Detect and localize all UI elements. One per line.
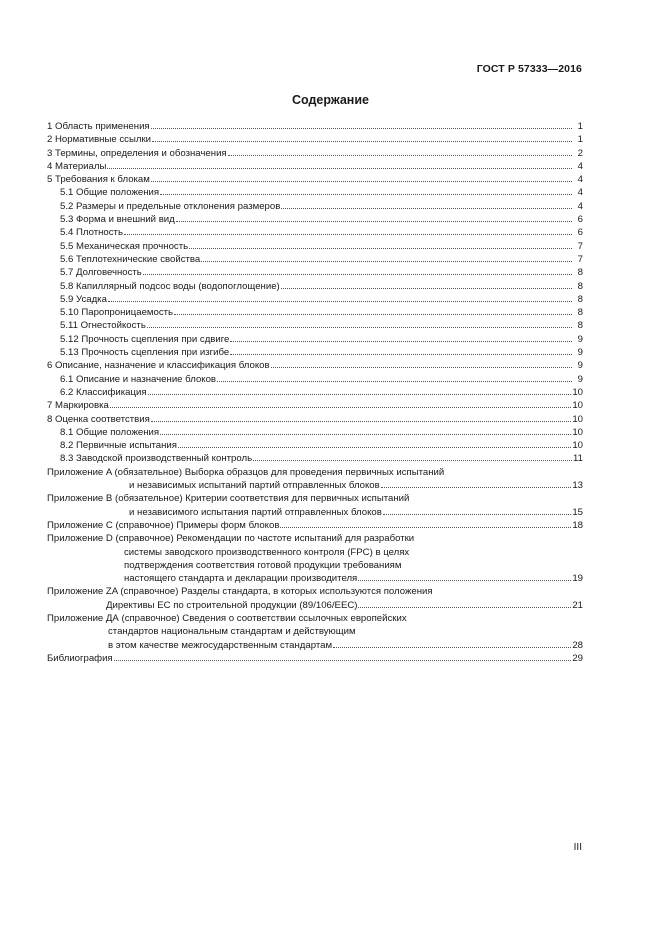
dot-leader [230,333,572,342]
dot-leader [271,359,572,368]
toc-page-number: 10 [572,386,583,398]
toc-entry-title: подтверждения соответствия готовой продукции требованиям [124,559,402,571]
toc-entry-title: 2 Нормативные ссылки [47,134,152,146]
toc-entry-title: 8.1 Общие положения [60,426,160,438]
toc-page-number: 10 [572,400,583,412]
toc-page-number: 9 [577,333,583,345]
toc-entry-title: 3 Термины, определения и обозначения [47,147,227,159]
dot-leader [176,213,572,222]
dot-leader [107,160,572,169]
toc-entry[interactable] [47,173,583,186]
toc-page-number: 10 [572,413,583,425]
toc-page-number: 15 [572,506,583,518]
toc-entry-title: 6 Описание, назначение и классификация блоков [47,360,270,372]
toc-entry-title: 4 Материалы [47,160,107,172]
toc-entry[interactable] [47,373,583,386]
toc-entry[interactable] [47,492,583,505]
toc-entry-title: 5 Требования к блокам [47,174,150,186]
toc-entry-title: Приложение B (обязательное) Критерии соответствия для первичных испытаний [47,493,410,505]
toc-entry-title: 8.2 Первичные испытания [60,440,177,452]
toc-page-number: 4 [577,174,583,186]
toc-entry-title: 8.3 Заводской производственный контроль [60,453,253,465]
toc-entry[interactable] [47,585,583,598]
toc-entry-title: 6.2 Классификация [60,386,147,398]
toc-entry-title: и независимого испытания партий отправленных блоков [129,506,382,518]
toc-entry-title: 5.6 Теплотехнические свойства [60,253,201,265]
toc-entry[interactable] [47,546,583,559]
toc-page-number: 4 [577,187,583,199]
toc-page-number: 11 [573,453,583,465]
dot-leader [151,173,572,182]
toc-page-number: 29 [572,652,583,664]
dot-leader [189,240,572,249]
toc-entry[interactable] [47,240,583,253]
dot-leader [114,652,572,661]
toc-entry-title: 5.13 Прочность сцепления при изгибе [60,347,230,359]
toc-entry-title: настоящего стандарта и декларации производителя [124,573,358,585]
toc-entry[interactable] [47,359,583,372]
toc-entry[interactable] [47,466,583,479]
toc-page-number: 19 [572,573,583,585]
toc-page-number: 8 [577,280,583,292]
toc-entry[interactable] [47,266,583,279]
toc-entry[interactable] [47,479,583,492]
dot-leader [383,506,572,515]
dot-leader [333,639,571,648]
toc-entry-title: в этом качестве межгосударственным стандартам [108,639,333,651]
dot-leader [381,479,572,488]
toc-page-number: 6 [577,227,583,239]
toc-page-number: 8 [577,293,583,305]
toc-page-number: 13 [572,480,583,492]
toc-entry-title: системы заводского производственного контроля (FPC) в целях [124,546,410,558]
toc-entry-title: 5.5 Механическая прочность [60,240,189,252]
toc-page-number: 7 [577,240,583,252]
toc-page-number: 8 [577,307,583,319]
toc-entry[interactable] [47,625,583,638]
toc-page-number: 2 [577,147,583,159]
toc-entry-title: 5.4 Плотность [60,227,123,239]
page-number: III [573,842,582,853]
toc-page-number: 8 [577,320,583,332]
dot-leader [108,293,572,302]
toc-entry[interactable] [47,186,583,199]
toc-page-number: 8 [577,267,583,279]
toc-entry[interactable] [47,439,583,452]
toc-entry-title: Приложение ДА (справочное) Сведения о соответствии ссылочных европейских [47,612,407,624]
toc-entry[interactable] [47,599,583,612]
toc-entry[interactable] [47,280,583,293]
toc-entry[interactable] [47,200,583,213]
dot-leader [148,386,572,395]
toc-page-number: 10 [572,426,583,438]
toc-entry-title: Директивы ЕС по строительной продукции (89/106/EEC) [106,599,358,611]
dot-leader [124,226,572,235]
toc-entry-title: 1 Область применения [47,121,150,132]
toc-entry-title: 5.8 Капиллярный подсос воды (водопоглощение) [60,280,280,292]
dot-leader [358,572,571,581]
dot-leader [201,253,572,262]
toc-entry[interactable] [47,519,583,532]
toc-page-number: 10 [572,440,583,452]
dot-leader [143,266,572,275]
toc-entry[interactable] [47,413,583,426]
toc-entry[interactable] [47,213,583,226]
dot-leader [151,120,572,129]
toc-entry-title: 5.2 Размеры и предельные отклонения размеров [60,200,281,212]
toc-page-number: 4 [577,160,583,172]
toc-entry[interactable] [47,160,583,173]
toc-entry-title: и независимых испытаний партий отправленных блоков [129,480,380,492]
toc-entry[interactable] [47,559,583,572]
dot-leader [147,319,572,328]
dot-leader [281,200,572,209]
table-of-contents [47,120,583,665]
toc-entry-title: 5.1 Общие положения [60,187,160,199]
dot-leader [228,147,572,156]
toc-entry-title: Приложение C (справочное) Примеры форм блоков [47,519,280,531]
toc-entry[interactable] [47,120,583,133]
dot-leader [253,452,572,461]
toc-entry[interactable] [47,147,583,160]
dot-leader [358,599,571,608]
toc-page-number: 18 [572,519,583,531]
dot-leader [160,186,572,195]
toc-entry-title: 7 Маркировка [47,400,109,412]
page-title: Содержание [291,93,369,107]
toc-page-number: 6 [577,214,583,226]
toc-page-number: 28 [572,639,583,651]
toc-entry-title: 5.12 Прочность сцепления при сдвиге [60,333,230,345]
dot-leader [174,306,572,315]
toc-entry-title: Приложение ZA (справочное) Разделы стандарта, в которых используются положения [47,586,433,598]
toc-entry-title: 5.3 Форма и внешний вид [60,214,175,226]
toc-entry-title: Библиография [47,652,113,664]
toc-entry[interactable] [47,612,583,625]
toc-page-number: 9 [577,360,583,372]
dot-leader [178,439,571,448]
toc-entry[interactable] [47,319,583,332]
toc-page-number: 4 [577,200,583,212]
toc-page-number: 9 [577,373,583,385]
toc-entry-title: 5.11 Огнестойкость [60,320,146,332]
toc-entry[interactable] [47,426,583,439]
dot-leader [280,519,571,528]
toc-entry-title: Приложение D (справочное) Рекомендации по частоте испытаний для разработки [47,533,415,545]
toc-entry[interactable] [47,386,583,399]
toc-page-number: 9 [577,347,583,359]
toc-page-number: 1 [577,134,583,146]
toc-entry[interactable] [47,253,583,266]
dot-leader [281,280,572,289]
toc-entry-title: 5.10 Паропроницаемость [60,307,174,319]
toc-entry[interactable] [47,572,583,585]
dot-leader [160,426,571,435]
toc-entry[interactable] [47,506,583,519]
toc-entry[interactable] [47,226,583,239]
toc-page-number: 1 [577,121,583,132]
dot-leader [217,373,572,382]
toc-entry[interactable] [47,652,583,665]
toc-entry-title: 8 Оценка соответствия [47,413,150,425]
dot-leader [151,413,572,422]
toc-entry[interactable] [47,639,583,652]
toc-entry[interactable] [47,306,583,319]
toc-page-number: 21 [572,599,583,611]
toc-entry-title: 5.7 Долговечность [60,267,142,279]
toc-entry-title: 5.9 Усадка [60,293,107,305]
toc-entry[interactable] [47,346,583,359]
toc-entry[interactable] [47,293,583,306]
toc-entry-title: Приложение A (обязательное) Выборка образцов для проведения первичных испытаний [47,466,445,478]
toc-entry[interactable] [47,133,583,146]
dot-leader [152,133,572,142]
toc-entry-title: 6.1 Описание и назначение блоков [60,373,217,385]
dot-leader [230,346,572,355]
toc-entry[interactable] [47,532,583,545]
toc-entry[interactable] [47,399,583,412]
toc-entry[interactable] [47,452,583,465]
document-id: ГОСТ Р 57333—2016 [476,63,582,75]
toc-page-number: 7 [577,253,583,265]
dot-leader [110,399,571,408]
toc-entry[interactable] [47,333,583,346]
toc-entry-title: стандартов национальным стандартам и действующим [108,626,356,638]
